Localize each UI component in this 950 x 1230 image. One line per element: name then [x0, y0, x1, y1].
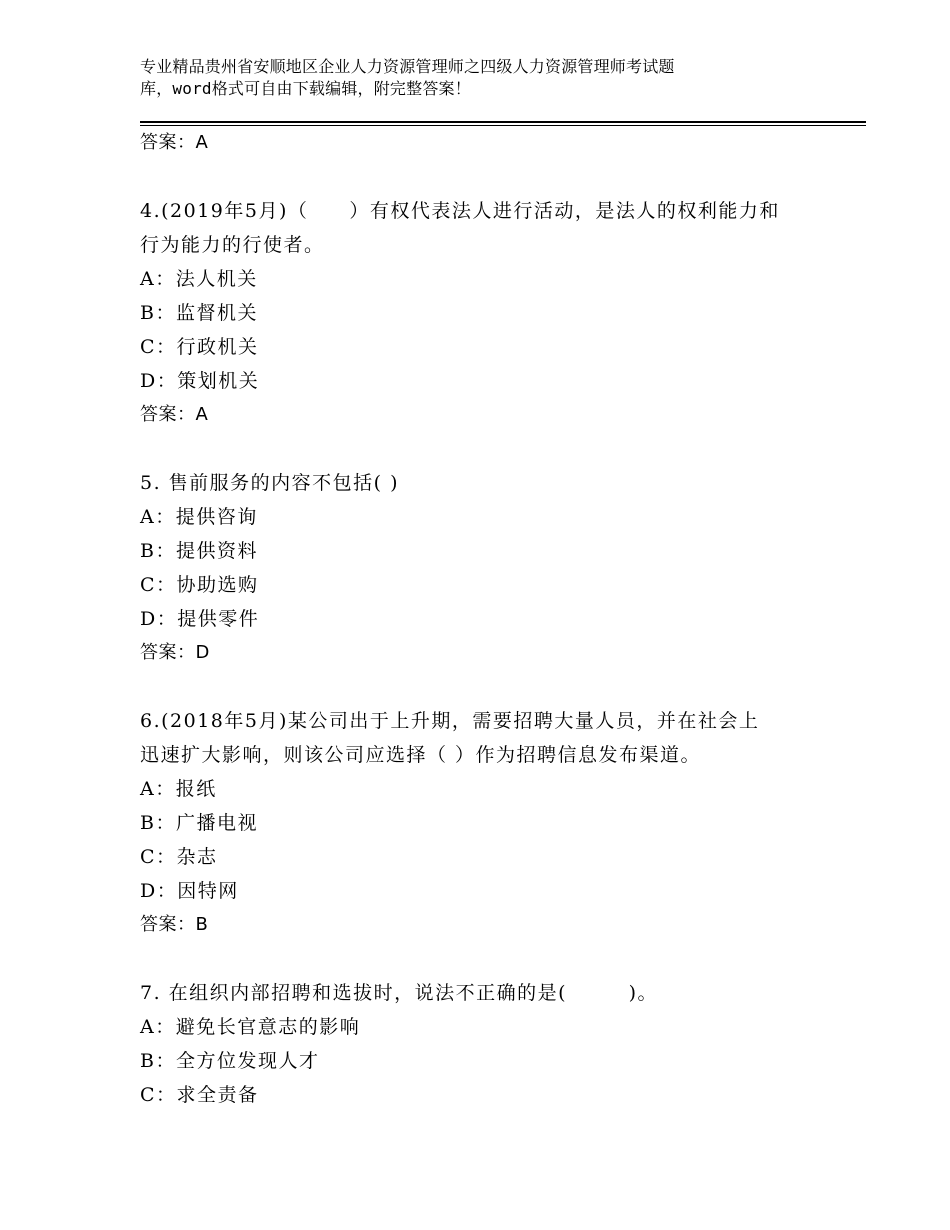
question-7-option-c: C：求全责备: [140, 1084, 259, 1106]
question-list: [140, 126, 840, 1112]
document-header: [140, 56, 840, 100]
question-5-option-d: D：提供零件: [140, 608, 260, 630]
question-6-text-line-1: 6.(2018年5月)某公司出于上升期，需要招聘大量人员，并在社会上: [140, 710, 760, 732]
question-5-answer: 答案：D: [140, 642, 210, 663]
question-4-option-b: B：监督机关: [140, 302, 258, 324]
question-4-option-d: D：策划机关: [140, 370, 260, 392]
previous-answer: 答案：A: [140, 132, 209, 153]
question-7-text: 7. 在组织内部招聘和选拔时，说法不正确的是( )。: [140, 982, 658, 1004]
question-5-option-c: C：协助选购: [140, 574, 259, 596]
question-7: [140, 976, 840, 1112]
question-6-option-d: D：因特网: [140, 880, 239, 902]
question-4: [140, 194, 840, 432]
question-6-answer: 答案：B: [140, 914, 209, 935]
question-5-text: 5. 售前服务的内容不包括( ): [140, 472, 400, 494]
question-5-option-a: A：提供咨询: [140, 506, 258, 528]
question-4-text-line-2: 行为能力的行使者。: [140, 234, 325, 256]
question-6-option-c: C：杂志: [140, 846, 218, 868]
question-4-text-line-1: 4.(2019年5月)（ ）有权代表法人进行活动，是法人的权利能力和: [140, 200, 780, 222]
question-7-option-a: A：避免长官意志的影响: [140, 1016, 361, 1038]
question-7-option-b: B：全方位发现人才: [140, 1050, 320, 1072]
question-5: [140, 466, 840, 670]
question-6: [140, 704, 840, 942]
header-line-1: 专业精品贵州省安顺地区企业人力资源管理师之四级人力资源管理师考试题: [140, 57, 675, 76]
question-5-option-b: B：提供资料: [140, 540, 258, 562]
question-6-text-line-2: 迅速扩大影响，则该公司应选择（ ）作为招聘信息发布渠道。: [140, 744, 702, 766]
question-4-answer: 答案：A: [140, 404, 209, 425]
header-divider-thick: [140, 121, 866, 123]
question-6-option-b: B：广播电视: [140, 812, 258, 834]
question-4-option-a: A：法人机关: [140, 268, 258, 290]
question-6-option-a: A：报纸: [140, 778, 217, 800]
question-4-option-c: C：行政机关: [140, 336, 259, 358]
header-line-2: 库，word格式可自由下载编辑，附完整答案！: [140, 79, 471, 98]
